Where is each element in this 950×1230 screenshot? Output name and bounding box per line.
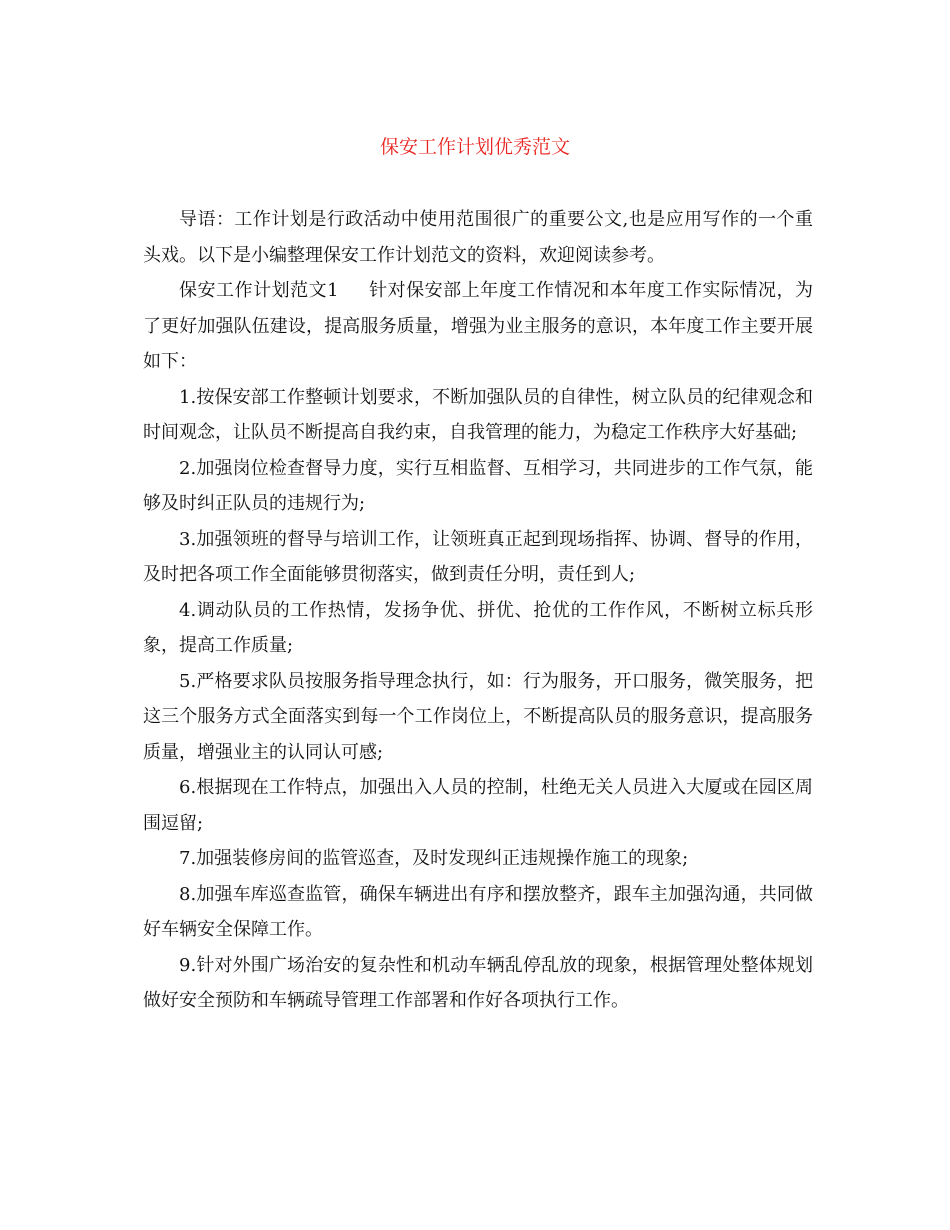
plan-item-4: 4.调动队员的工作热情，发扬争优、拼优、抢优的工作作风，不断树立标兵形象，提高工作质量; [143, 599, 813, 656]
plan-item-3: 3.加强领班的督导与培训工作，让领班真正起到现场指挥、协调、督导的作用，及时把各项工作全面能够贯彻落实，做到责任分明，责任到人; [143, 528, 813, 585]
plan-item-1: 1.按保安部工作整顿计划要求，不断加强队员的自律性，树立队员的纪律观念和时间观念，让队员不断提高自我约束，自我管理的能力，为稳定工作秩序大好基础; [143, 386, 813, 443]
plan-item-7: 7.加强装修房间的监管巡查，及时发现纠正违规操作施工的现象; [179, 848, 689, 869]
plan-item-8: 8.加强车库巡查监管，确保车辆进出有序和摆放整齐，跟车主加强沟通，共同做好车辆安全保障工作。 [143, 883, 813, 940]
section-label: 保安工作计划范文1 [179, 280, 339, 301]
plan-item-9: 9.针对外围广场治安的复杂性和机动车辆乱停乱放的现象，根据管理处整体规划做好安全预防和车辆疏导管理工作部署和作好各项执行工作。 [143, 954, 813, 1011]
plan-item-5: 5.严格要求队员按服务指导理念执行，如：行为服务，开口服务，微笑服务，把这三个服务方式全面落实到每一个工作岗位上，不断提高队员的服务意识，提高服务质量，增强业主的认同认可感; [143, 670, 813, 763]
document-title: 保安工作计划优秀范文 [379, 136, 570, 158]
plan-item-2: 2.加强岗位检查督导力度，实行互相监督、互相学习，共同进步的工作气氛，能够及时纠正队员的违规行为; [143, 457, 813, 514]
plan-item-6: 6.根据现在工作特点，加强出入人员的控制，杜绝无关人员进入大厦或在园区周围逗留; [143, 777, 813, 834]
document-body [143, 202, 813, 1019]
section-text: 针对保安部上年度工作情况和本年度工作实际情况，为了更好加强队伍建设，提高服务质量，增强为业主服务的意识，本年度工作主要开展如下： [143, 280, 814, 372]
intro-paragraph: 导语：工作计划是行政活动中使用范围很广的重要公文,也是应用写作的一个重头戏。以下是小编整理保安工作计划范文的资料，欢迎阅读参考。 [143, 209, 813, 266]
section-paragraph [143, 273, 813, 380]
